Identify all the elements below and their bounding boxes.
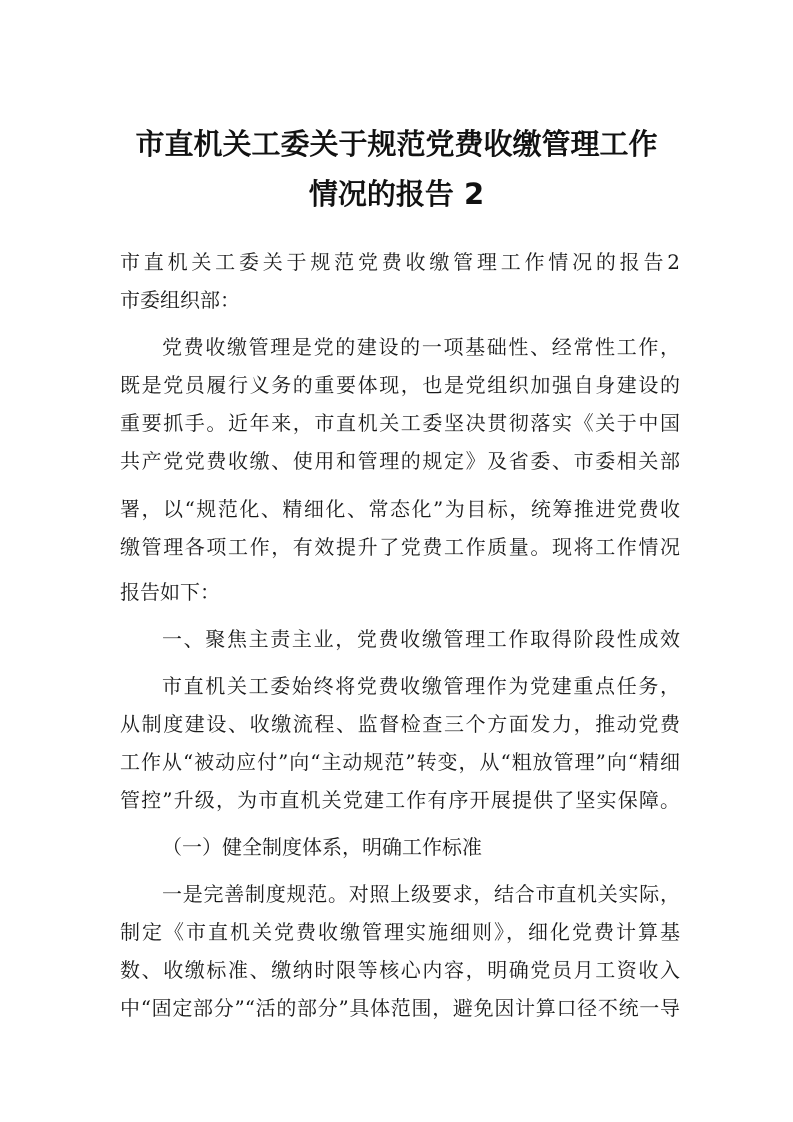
subsection-heading-1: （一）健全制度体系，明确工作标准 bbox=[162, 835, 482, 859]
document-title-line-2: 情况的报告 2 bbox=[308, 177, 485, 211]
paragraph-line: 党费收缴管理是党的建设的一项基础性、经常性工作， bbox=[162, 335, 680, 359]
paragraph-line: 既是党员履行义务的重要体现，也是党组织加强自身建设的 bbox=[120, 373, 680, 397]
document-title-line-1: 市直机关工委关于规范党费收缴管理工作 bbox=[135, 127, 658, 161]
salutation: 市委组织部： bbox=[120, 288, 240, 312]
report-heading-line: 市直机关工委关于规范党费收缴管理工作情况的报告2 bbox=[120, 250, 680, 274]
section-heading-1: 一、聚焦主责主业，党费收缴管理工作取得阶段性成效 bbox=[162, 627, 680, 651]
paragraph-line: 缴管理各项工作，有效提升了党费工作质量。现将工作情况 bbox=[120, 535, 680, 559]
paragraph-line: 市直机关工委始终将党费收缴管理作为党建重点任务， bbox=[162, 674, 680, 698]
paragraph-line: 制定《市直机关党费收缴管理实施细则》，细化党费计算基 bbox=[120, 920, 680, 944]
paragraph-line: 工作从“被动应付”向“主动规范”转变，从“粗放管理”向“精细 bbox=[120, 750, 680, 774]
paragraph-line: 中“固定部分”“活的部分”具体范围，避免因计算口径不统一导 bbox=[120, 996, 680, 1020]
paragraph-line: 从制度建设、收缴流程、监督检查三个方面发力，推动党费 bbox=[120, 712, 680, 736]
paragraph-line: 署，以“规范化、精细化、常态化”为目标，统筹推进党费收 bbox=[120, 497, 680, 521]
paragraph-line: 数、收缴标准、缴纳时限等核心内容，明确党员月工资收入 bbox=[120, 958, 680, 982]
paragraph-line: 重要抓手。近年来，市直机关工委坚决贯彻落实《关于中国 bbox=[120, 411, 680, 435]
paragraph-line: 管控”升级，为市直机关党建工作有序开展提供了坚实保障。 bbox=[120, 788, 680, 812]
paragraph-line: 共产党党费收缴、使用和管理的规定》及省委、市委相关部 bbox=[120, 449, 680, 473]
paragraph-line: 一是完善制度规范。对照上级要求，结合市直机关实际， bbox=[162, 882, 680, 906]
paragraph-line: 报告如下： bbox=[120, 580, 220, 604]
